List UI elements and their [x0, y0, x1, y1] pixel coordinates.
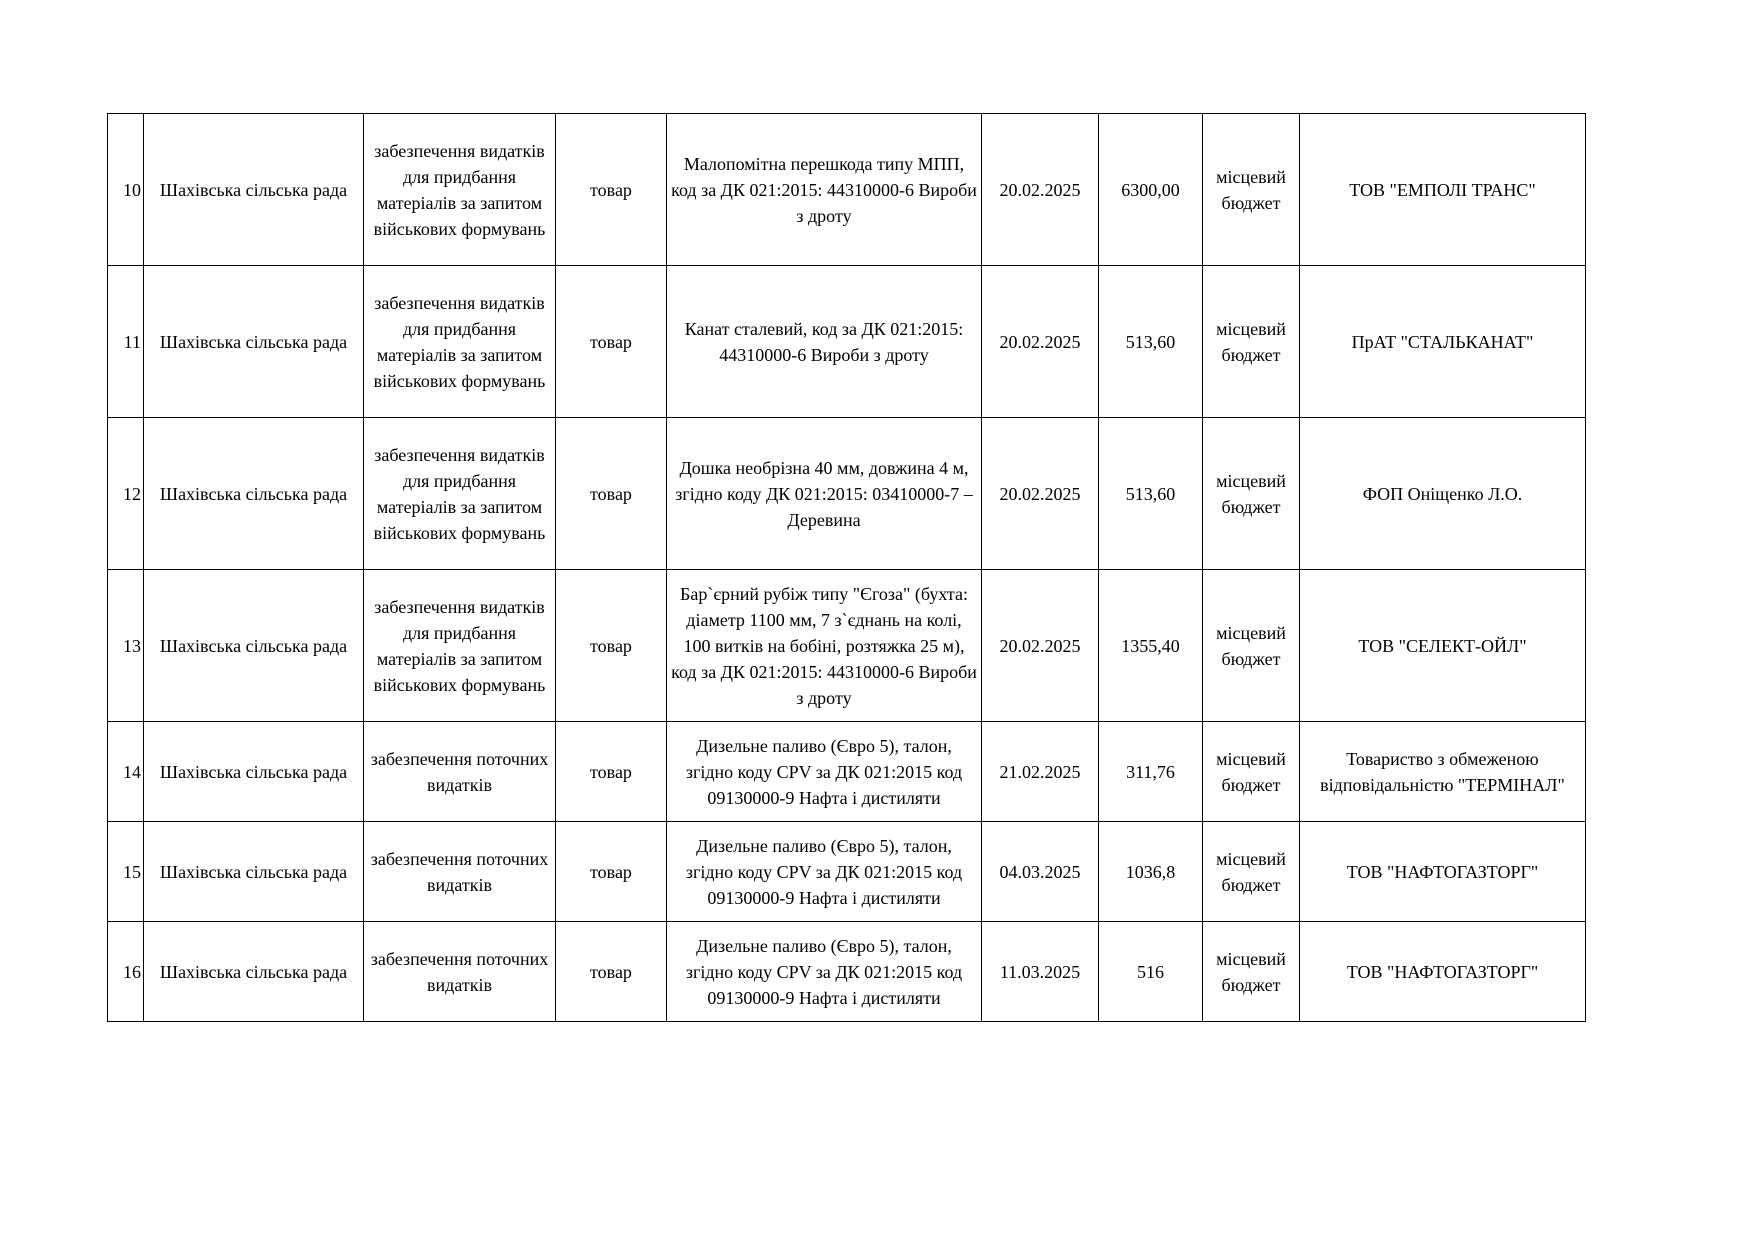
- supplier-cell: ТОВ "НАФТОГАЗТОРГ": [1300, 822, 1586, 922]
- type-cell: товар: [556, 418, 667, 570]
- amount-cell: 1355,40: [1099, 570, 1203, 722]
- funding-source-cell: місцевий бюджет: [1203, 722, 1300, 822]
- amount-cell: 513,60: [1099, 418, 1203, 570]
- purpose-cell: забезпечення видатків для придбання матеріалів за запитом військових формувань: [364, 570, 556, 722]
- supplier-cell: ТОВ "СЕЛЕКТ-ОЙЛ": [1300, 570, 1586, 722]
- funding-source-cell: місцевий бюджет: [1203, 922, 1300, 1022]
- purpose-cell: забезпечення поточних видатків: [364, 922, 556, 1022]
- supplier-cell: ПрАТ "СТАЛЬКАНАТ": [1300, 266, 1586, 418]
- purpose-cell: забезпечення поточних видатків: [364, 822, 556, 922]
- supplier-cell: ФОП Оніщенко Л.О.: [1300, 418, 1586, 570]
- procurement-table: [107, 113, 1586, 1022]
- organization-cell: Шахівська сільська рада: [144, 418, 364, 570]
- amount-cell: 6300,00: [1099, 114, 1203, 266]
- funding-source-cell: місцевий бюджет: [1203, 570, 1300, 722]
- type-cell: товар: [556, 570, 667, 722]
- row-number: 16: [108, 922, 144, 1022]
- date-cell: 20.02.2025: [982, 570, 1099, 722]
- type-cell: товар: [556, 722, 667, 822]
- row-number: 13: [108, 570, 144, 722]
- subject-cell: Дизельне паливо (Євро 5), талон, згідно коду CPV за ДК 021:2015 код 09130000-9 Нафта і дистиляти: [667, 822, 982, 922]
- subject-cell: Дошка необрізна 40 мм, довжина 4 м, згідно коду ДК 021:2015: 03410000-7 – Деревина: [667, 418, 982, 570]
- date-cell: 11.03.2025: [982, 922, 1099, 1022]
- organization-cell: Шахівська сільська рада: [144, 922, 364, 1022]
- organization-cell: Шахівська сільська рада: [144, 822, 364, 922]
- purpose-cell: забезпечення поточних видатків: [364, 722, 556, 822]
- table-row: [108, 418, 1586, 570]
- amount-cell: 513,60: [1099, 266, 1203, 418]
- funding-source-cell: місцевий бюджет: [1203, 822, 1300, 922]
- date-cell: 04.03.2025: [982, 822, 1099, 922]
- subject-cell: Канат сталевий, код за ДК 021:2015: 44310000-6 Вироби з дроту: [667, 266, 982, 418]
- purpose-cell: забезпечення видатків для придбання матеріалів за запитом військових формувань: [364, 266, 556, 418]
- table-body: [108, 114, 1586, 1022]
- supplier-cell: Товариство з обмеженою відповідальністю "ТЕРМІНАЛ": [1300, 722, 1586, 822]
- row-number: 12: [108, 418, 144, 570]
- purpose-cell: забезпечення видатків для придбання матеріалів за запитом військових формувань: [364, 114, 556, 266]
- funding-source-cell: місцевий бюджет: [1203, 266, 1300, 418]
- table-row: [108, 922, 1586, 1022]
- organization-cell: Шахівська сільська рада: [144, 570, 364, 722]
- table-row: [108, 822, 1586, 922]
- subject-cell: Дизельне паливо (Євро 5), талон, згідно коду CPV за ДК 021:2015 код 09130000-9 Нафта і дистиляти: [667, 922, 982, 1022]
- table-row: [108, 114, 1586, 266]
- date-cell: 20.02.2025: [982, 114, 1099, 266]
- organization-cell: Шахівська сільська рада: [144, 266, 364, 418]
- amount-cell: 516: [1099, 922, 1203, 1022]
- amount-cell: 311,76: [1099, 722, 1203, 822]
- funding-source-cell: місцевий бюджет: [1203, 418, 1300, 570]
- type-cell: товар: [556, 266, 667, 418]
- row-number: 15: [108, 822, 144, 922]
- subject-cell: Бар`єрний рубіж типу "Єгоза" (бухта: діаметр 1100 мм, 7 з`єднань на колі, 100 витків на бобіні, розтяжка 25 м), код за ДК 021:2015: 44310000-6 Вироби з дроту: [667, 570, 982, 722]
- amount-cell: 1036,8: [1099, 822, 1203, 922]
- date-cell: 20.02.2025: [982, 266, 1099, 418]
- supplier-cell: ТОВ "ЕМПОЛІ ТРАНС": [1300, 114, 1586, 266]
- date-cell: 21.02.2025: [982, 722, 1099, 822]
- date-cell: 20.02.2025: [982, 418, 1099, 570]
- table-row: [108, 266, 1586, 418]
- type-cell: товар: [556, 822, 667, 922]
- type-cell: товар: [556, 922, 667, 1022]
- row-number: 14: [108, 722, 144, 822]
- organization-cell: Шахівська сільська рада: [144, 722, 364, 822]
- table-row: [108, 570, 1586, 722]
- supplier-cell: ТОВ "НАФТОГАЗТОРГ": [1300, 922, 1586, 1022]
- subject-cell: Дизельне паливо (Євро 5), талон, згідно коду CPV за ДК 021:2015 код 09130000-9 Нафта і дистиляти: [667, 722, 982, 822]
- row-number: 10: [108, 114, 144, 266]
- funding-source-cell: місцевий бюджет: [1203, 114, 1300, 266]
- purpose-cell: забезпечення видатків для придбання матеріалів за запитом військових формувань: [364, 418, 556, 570]
- subject-cell: Малопомітна перешкода типу МПП, код за ДК 021:2015: 44310000-6 Вироби з дроту: [667, 114, 982, 266]
- organization-cell: Шахівська сільська рада: [144, 114, 364, 266]
- table-row: [108, 722, 1586, 822]
- row-number: 11: [108, 266, 144, 418]
- type-cell: товар: [556, 114, 667, 266]
